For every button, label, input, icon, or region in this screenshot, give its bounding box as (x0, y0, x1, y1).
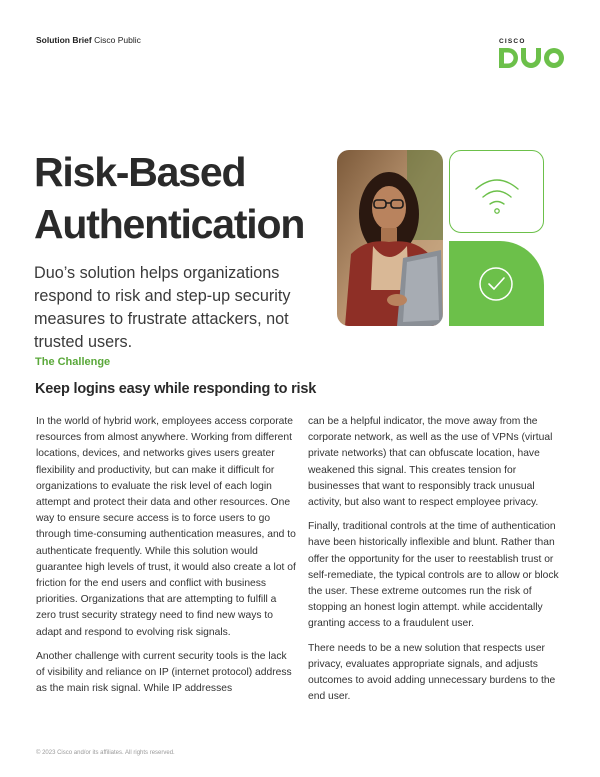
title-line-2: Authentication (34, 201, 305, 247)
body-column-right (308, 414, 570, 713)
body-paragraph: can be a helpful indicator, the move away from the corporate network, as well as the use of VPNs (virtual private networks) that can obfuscate location, have weakened this signal. This creates tension for businesses that want to responsibly track unusual activity, but also want to respect employee privacy. (308, 416, 553, 509)
checkmark-icon (449, 241, 544, 326)
section-label: The Challenge (35, 356, 111, 368)
body-column-left (36, 414, 298, 705)
document-type-rest: Cisco Public (91, 35, 141, 45)
section-heading: Keep logins easy while responding to risk (35, 381, 317, 397)
document-type-bold: Solution Brief (36, 35, 92, 45)
cisco-duo-logo (499, 38, 567, 75)
verified-card (449, 241, 544, 326)
wifi-card (449, 150, 544, 233)
page-subtitle: Duo’s solution helps organizations respond to risk and step-up security measures to frustrate attackers, not trusted users. (34, 264, 291, 351)
body-paragraph: Finally, traditional controls at the time of authentication have been historically inflexible and blunt. Rather than offer the opportunity for the user to reestablish trust or self-remediate, the typical controls are to allow or block the user. These extreme outcomes run the risk of stopping an honest login attempt. while accidentally granting access to a fraudulent user. (308, 521, 559, 630)
wifi-icon (450, 151, 545, 234)
woman-laptop-photo (337, 150, 443, 326)
page-title (34, 146, 334, 250)
title-line-1: Risk-Based (34, 149, 246, 195)
document-type-label (36, 35, 141, 45)
body-paragraph: There needs to be a new solution that respects user privacy, evaluates appropriate signals, and adjusts outcomes to avoid adding unnecessary burdens to the end user. (308, 642, 556, 703)
body-paragraph: Another challenge with current security tools is the lack of visibility and reliance on IP (internet protocol) address as the main risk signal. While IP addresses (36, 650, 292, 695)
cisco-wordmark: CISCO (499, 38, 526, 45)
copyright-footer: © 2023 Cisco and/or its affiliates. All rights reserved. (36, 750, 175, 756)
body-paragraph: In the world of hybrid work, employees access corporate resources from almost anywhere. Working from different locations, devices, and networks gives users greater flexibility and productivity, but can make it difficult for organizations to evaluate the risk level of each login attempt and protect their data and other resources. One way to ensure secure access is to force users to go through time-consuming authentication measures, and to authenticate frequently. While this solution would guarantee high levels of trust, it would also create a lot of friction for the end users and conflict with business priorities. Organizations that are attempting to fulfill a zero trust security strategy need to find new ways to adapt and respond to evolving risk signals. (36, 416, 296, 638)
duo-wordmark (499, 48, 565, 70)
